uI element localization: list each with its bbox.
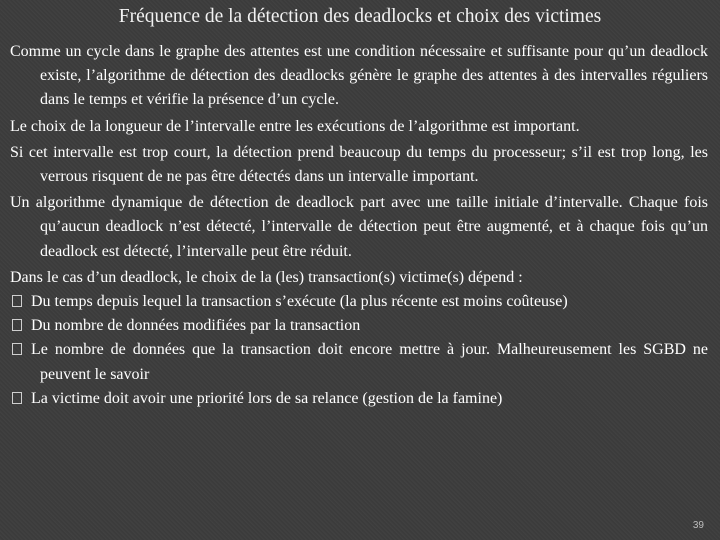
paragraph-cycle-condition: Comme un cycle dans le graphe des attentes est une condition nécessaire et suffisante pour qu’un deadlock existe, l’algorithme de détection des deadlocks génère le graphe des attentes à des intervalles réguliers dans le temps et vérifie la présence d’un cycle.: [10, 43, 708, 109]
empty-box-icon: [12, 295, 22, 307]
page-number: 39: [692, 520, 704, 531]
paragraph-victim-choice: Dans le cas d’un deadlock, le choix de la (les) transaction(s) victime(s) dépend :: [10, 268, 523, 286]
empty-box-icon: [12, 343, 22, 355]
empty-box-icon: [12, 392, 22, 404]
bullet-item: [10, 387, 708, 411]
empty-box-icon: [12, 319, 22, 331]
bullet-item: [10, 338, 708, 386]
bullet-text: La victime doit avoir une priorité lors de sa relance (gestion de la famine): [31, 389, 503, 407]
paragraph-dynamic-algorithm: Un algorithme dynamique de détection de deadlock part avec une taille initiale d’intervalle. Chaque fois qu’aucun deadlock n’est détecté, l’intervalle de détection peut être augmenté, et à chaque fois qu’un deadlock est détecté, l’intervalle peut être réduit.: [10, 194, 708, 260]
slide-body: [10, 40, 708, 411]
bullet-item: [10, 290, 708, 314]
bullet-text: Du temps depuis lequel la transaction s’exécute (la plus récente est moins coûteuse): [31, 293, 568, 311]
slide-title: Fréquence de la détection des deadlocks et choix des victimes: [118, 6, 602, 27]
bullet-text: Du nombre de données modifiées par la transaction: [31, 317, 361, 335]
bullet-item: [10, 314, 708, 338]
paragraph-interval-choice: Le choix de la longueur de l’intervalle entre les exécutions de l’algorithme est important.: [10, 117, 580, 135]
bullet-text: Le nombre de données que la transaction doit encore mettre à jour. Malheureusement les SGBD ne peuvent le savoir: [31, 341, 708, 383]
paragraph-interval-tradeoff: Si cet intervalle est trop court, la détection prend beaucoup du temps du processeur; s’il est trop long, les verrous risquent de ne pas être détectés dans un intervalle important.: [10, 143, 708, 186]
